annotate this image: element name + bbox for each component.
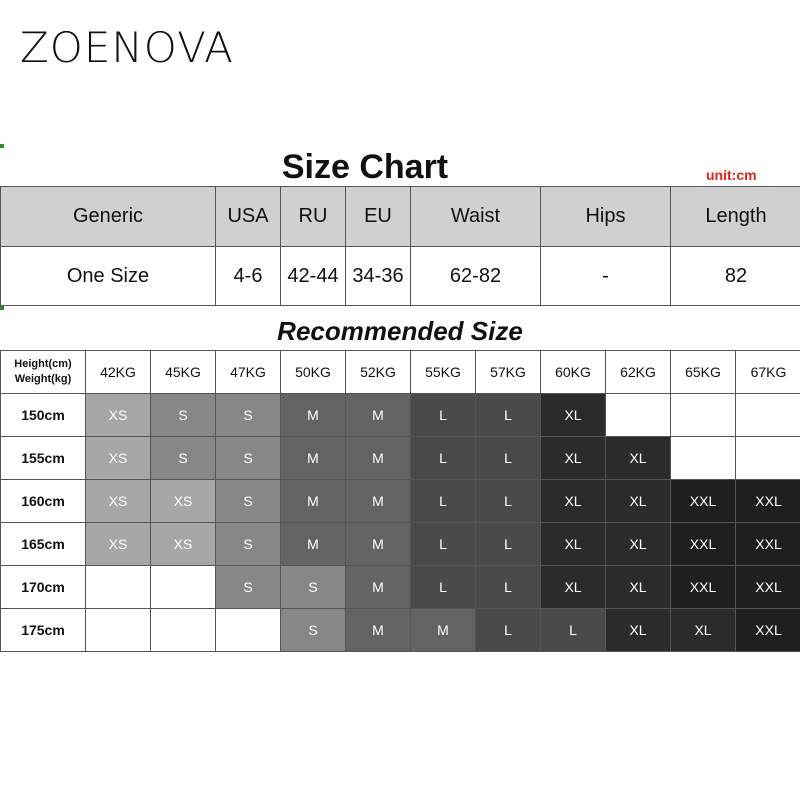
brand-logo: ZOENOVA (20, 23, 234, 72)
weight-label: 47KG (216, 351, 281, 394)
size-cell: XS (86, 394, 151, 437)
size-cell: XS (86, 523, 151, 566)
height-weight-corner (1, 351, 86, 394)
size-chart-title: Size Chart (281, 148, 449, 186)
size-cell: XL (606, 437, 671, 480)
recommended-size-table (0, 350, 800, 652)
size-cell: XL (541, 566, 606, 609)
size-cell: M (346, 394, 411, 437)
size-cell: S (151, 437, 216, 480)
weight-label: 52KG (346, 351, 411, 394)
header-ru: RU (281, 187, 346, 247)
size-cell: L (411, 480, 476, 523)
size-cell: L (541, 609, 606, 652)
size-cell: S (216, 523, 281, 566)
size-cell: L (476, 609, 541, 652)
size-cell: XXL (671, 566, 736, 609)
empty-cell (86, 609, 151, 652)
table-row (1, 523, 800, 566)
table-row (1, 437, 800, 480)
size-cell: XS (86, 480, 151, 523)
header-eu: EU (346, 187, 411, 247)
size-cell: XL (671, 609, 736, 652)
size-cell: L (476, 566, 541, 609)
weight-label: 50KG (281, 351, 346, 394)
size-cell: XL (606, 480, 671, 523)
table-row (1, 394, 800, 437)
size-cell: M (346, 566, 411, 609)
empty-cell (151, 609, 216, 652)
empty-cell (606, 394, 671, 437)
size-cell: M (346, 609, 411, 652)
size-cell: L (411, 437, 476, 480)
size-cell: M (281, 480, 346, 523)
size-chart-header-row (1, 187, 800, 247)
size-cell: L (411, 394, 476, 437)
size-cell: XL (541, 523, 606, 566)
size-cell: S (151, 394, 216, 437)
weight-label: 45KG (151, 351, 216, 394)
size-cell: S (216, 437, 281, 480)
size-cell: M (346, 437, 411, 480)
corner-height-label: Height(cm) (14, 358, 72, 370)
size-cell: S (281, 609, 346, 652)
unit-label: unit:cm (706, 167, 757, 183)
weight-label: 57KG (476, 351, 541, 394)
header-length: Length (671, 187, 800, 247)
height-label: 175cm (1, 609, 86, 652)
value-usa: 4-6 (216, 247, 281, 306)
size-cell: XS (151, 480, 216, 523)
size-cell: L (411, 523, 476, 566)
size-cell: XL (606, 523, 671, 566)
empty-cell (736, 437, 800, 480)
weight-label: 55KG (411, 351, 476, 394)
weight-label: 42KG (86, 351, 151, 394)
size-cell: XXL (671, 480, 736, 523)
empty-cell (736, 394, 800, 437)
size-cell: S (216, 394, 281, 437)
size-cell: XL (541, 394, 606, 437)
size-cell: XL (606, 566, 671, 609)
size-cell: M (281, 523, 346, 566)
size-cell: XXL (736, 609, 800, 652)
weight-label: 67KG (736, 351, 800, 394)
empty-cell (671, 394, 736, 437)
size-cell: M (281, 394, 346, 437)
size-cell: M (346, 523, 411, 566)
table-row (1, 480, 800, 523)
header-waist: Waist (411, 187, 541, 247)
size-cell: XL (606, 609, 671, 652)
size-cell: S (216, 566, 281, 609)
corner-weight-label: Weight(kg) (14, 373, 72, 385)
corner-mark (0, 306, 4, 310)
size-cell: XL (541, 437, 606, 480)
size-cell: L (411, 566, 476, 609)
value-length: 82 (671, 247, 800, 306)
size-cell: XXL (736, 480, 800, 523)
size-cell: M (411, 609, 476, 652)
size-chart-value-row (1, 247, 800, 306)
value-eu: 34-36 (346, 247, 411, 306)
size-cell: XL (541, 480, 606, 523)
size-cell: XXL (736, 523, 800, 566)
empty-cell (216, 609, 281, 652)
size-cell: XXL (736, 566, 800, 609)
header-hips: Hips (541, 187, 671, 247)
size-cell: L (476, 437, 541, 480)
height-label: 150cm (1, 394, 86, 437)
size-cell: XS (151, 523, 216, 566)
size-cell: M (281, 437, 346, 480)
size-cell: S (281, 566, 346, 609)
empty-cell (671, 437, 736, 480)
weight-header-row (1, 351, 800, 394)
height-label: 155cm (1, 437, 86, 480)
height-label: 170cm (1, 566, 86, 609)
empty-cell (151, 566, 216, 609)
value-ru: 42-44 (281, 247, 346, 306)
height-label: 160cm (1, 480, 86, 523)
weight-label: 60KG (541, 351, 606, 394)
size-chart-table (0, 186, 800, 306)
weight-label: 65KG (671, 351, 736, 394)
table-row (1, 609, 800, 652)
header-usa: USA (216, 187, 281, 247)
size-cell: L (476, 394, 541, 437)
size-cell: XXL (671, 523, 736, 566)
value-generic: One Size (1, 247, 216, 306)
header-generic: Generic (1, 187, 216, 247)
value-hips: - (541, 247, 671, 306)
size-cell: XS (86, 437, 151, 480)
size-cell: S (216, 480, 281, 523)
size-cell: M (346, 480, 411, 523)
size-cell: L (476, 480, 541, 523)
empty-cell (86, 566, 151, 609)
weight-label: 62KG (606, 351, 671, 394)
height-label: 165cm (1, 523, 86, 566)
table-row (1, 566, 800, 609)
size-cell: L (476, 523, 541, 566)
value-waist: 62-82 (411, 247, 541, 306)
recommended-size-title: Recommended Size (277, 316, 523, 346)
